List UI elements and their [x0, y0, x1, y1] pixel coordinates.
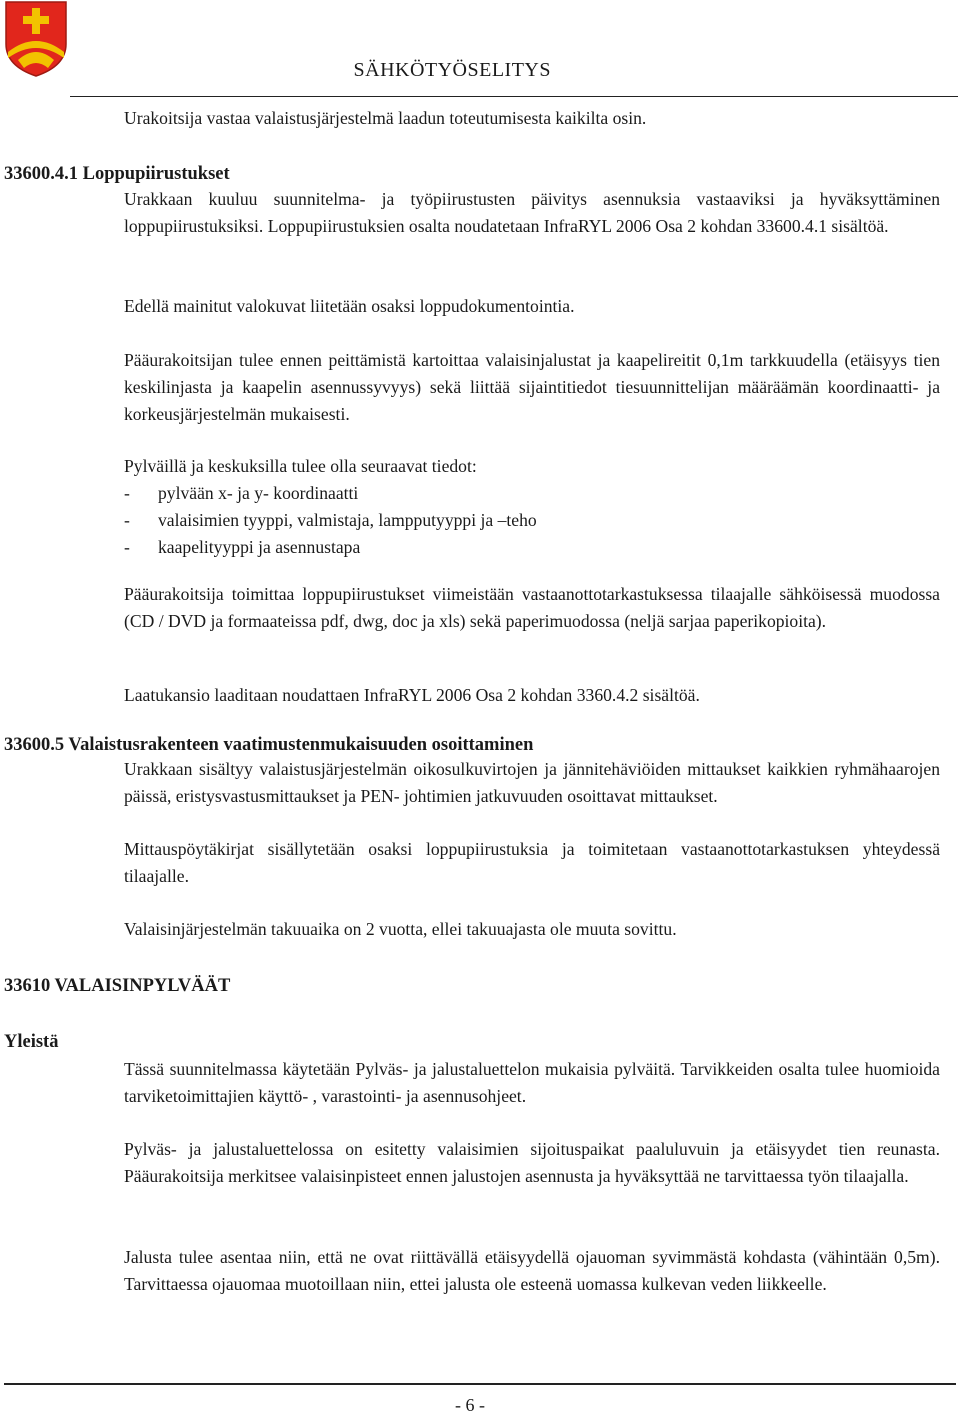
- paragraph-warranty: Valaisinjärjestelmän takuuaika on 2 vuotta, ellei takuuajasta ole muuta sovittu.: [124, 919, 677, 939]
- section-heading-poles: 33610 VALAISINPYLVÄÄT: [4, 976, 231, 996]
- paragraph-pole-positions: Pylväs- ja jalustaluettelossa on esitetty valaisimien sijoituspaikat paaluluvuin ja etäisyydet tien reunasta. Pääurakoitsija merkitsee valaisinpisteet ennen jalustojen asennusta ja hyväksyttää ne tarvittaessa työn tilaajalla.: [124, 1139, 940, 1186]
- coat-of-arms-icon: [4, 0, 68, 78]
- list-dash: -: [124, 510, 130, 530]
- paragraph-delivery: Pääurakoitsija toimittaa loppupiirustukset viimeistään vastaanottotarkastuksessa tilaajalle sähköisessä muodossa (CD / DVD ja formaateissa pdf, dwg, doc ja xls) sekä paperimuodossa (neljä sarjaa paperikopioita).: [124, 584, 940, 631]
- paragraph-photos: Edellä mainitut valokuvat liitetään osaksi loppudokumentointia.: [124, 296, 575, 316]
- list-item: [124, 480, 358, 507]
- list-item-text: kaapelityyppi ja asennustapa: [158, 537, 361, 557]
- paragraph-quality-responsibility: Urakoitsija vastaa valaistusjärjestelmä laadun toteutumisesta kaikilta osin.: [124, 108, 647, 128]
- paragraph-foundation-installation: Jalusta tulee asentaa niin, että ne ovat riittävällä etäisyydellä ojauoman syvimmästä kohdasta (vähintään 0,5m). Tarvittaessa ojauomaa muotoillaan niin, ettei jalusta ole esteenä uomassa kulkevan veden liikkeelle.: [124, 1247, 940, 1294]
- paragraph-drawing-updates: Urakkaan kuuluu suunnitelma- ja työpiirustusten päivitys asennuksia vastaaviksi ja hyväksyttäminen loppupiirustuksiksi. Loppupiirustuksien osalta noudatetaan InfraRYL 2006 Osa 2 kohdan 33600.4.1 sisältöä.: [124, 189, 940, 236]
- paragraph-quality-folder: Laatukansio laaditaan noudattaen InfraRYL 2006 Osa 2 kohdan 3360.4.2 sisältöä.: [124, 685, 700, 705]
- section-title: Valaistusrakenteen vaatimustenmukaisuuden osoittaminen: [68, 735, 534, 755]
- header-divider: [70, 96, 958, 97]
- list-item: [124, 534, 360, 561]
- section-heading-conformity: [4, 732, 533, 759]
- document-header-title: SÄHKÖTYÖSELITYS: [353, 59, 551, 81]
- coat-of-arms-logo: [4, 0, 68, 78]
- section-heading-final-drawings: 33600.4.1 Loppupiirustukset: [4, 164, 230, 184]
- paragraph-pole-data-intro: Pylväillä ja keskuksilla tulee olla seuraavat tiedot:: [124, 456, 477, 476]
- list-dash: -: [124, 483, 130, 503]
- list-item-text: pylvään x- ja y- koordinaatti: [158, 483, 359, 503]
- paragraph-measurement-records: Mittauspöytäkirjat sisällytetään osaksi loppupiirustuksia ja toimitetaan vastaanottotarkastuksen yhteydessä tilaajalle.: [124, 839, 940, 886]
- footer-divider: [4, 1383, 956, 1385]
- section-number: 33600.5: [4, 735, 65, 755]
- paragraph-measurements: Urakkaan sisältyy valaistusjärjestelmän oikosulkuvirtojen ja jännitehäviöiden mittaukset kaikkien ryhmähaarojen päissä, eristysvastusmittaukset ja PEN- johtimien jatkuvuuden osoittavat mittaukset.: [124, 759, 940, 806]
- list-item: [124, 507, 537, 534]
- paragraph-mapping: Pääurakoitsijan tulee ennen peittämistä kartoittaa valaisinjalustat ja kaapelireitit 0,1m tarkkuudella (etäisyys tien keskilinjasta ja kaapelin asennussyvyys) sekä liittää sijaintitiedot tiesuunnittelijan määräämän koordinaatti- ja korkeusjärjestelmän mukaisesti.: [124, 350, 940, 424]
- list-dash: -: [124, 537, 130, 557]
- subheading-general: Yleistä: [4, 1032, 59, 1052]
- list-item-text: valaisimien tyyppi, valmistaja, lampputyyppi ja –teho: [158, 510, 537, 530]
- paragraph-pole-list: Tässä suunnitelmassa käytetään Pylväs- ja jalustaluettelon mukaisia pylväitä. Tarvikkeiden osalta tulee huomioida tarviketoimittajien käyttö- , varastointi- ja asennusohjeet.: [124, 1059, 940, 1106]
- page-number: - 6 -: [455, 1395, 485, 1415]
